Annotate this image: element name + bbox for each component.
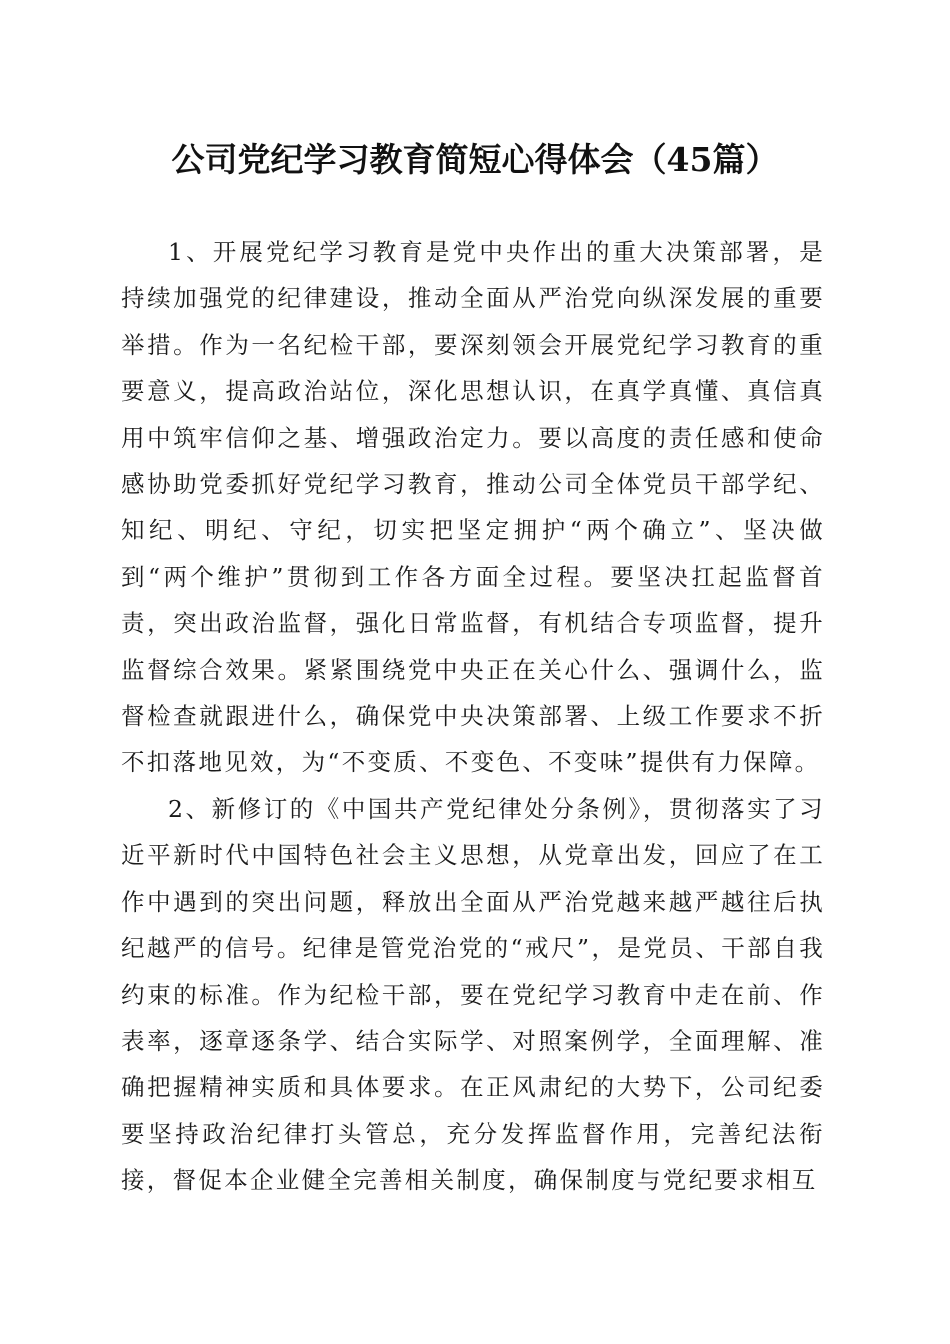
paragraph-2: 2、新修订的《中国共产党纪律处分条例》，贯彻落实了习近平新时代中国特色社会主义思想，从党章出发，回应了在工作中遇到的突出问题，释放出全面从严治党越来越严越往后执纪越严的信号。纪律是管党治党的“戒尺”，是党员、干部自我约束的标准。作为纪检干部，要在党纪学习教育中走在前、作表率，逐章逐条学、结合实际学、对照案例学，全面理解、准确把握精神实质和具体要求。在正风肃纪的大势下，公司纪委要坚持政治纪律打头管总，充分发挥监督作用，完善纪法衔接，督促本企业健全完善相关制度，确保制度与党纪要求相互 — [121, 794, 825, 1195]
document-title: 公司党纪学习教育简短心得体会（45篇） — [171, 140, 779, 179]
paragraph-1: 1、开展党纪学习教育是党中央作出的重大决策部署，是持续加强党的纪律建设，推动全面从严治党向纵深发展的重要举措。作为一名纪检干部，要深刻领会开展党纪学习教育的重要意义，提高政治站位，深化思想认识，在真学真懂、真信真用中筑牢信仰之基、增强政治定力。要以高度的责任感和使命感协助党委抓好党纪学习教育，推动公司全体党员干部学纪、知纪、明纪、守纪，切实把坚定拥护“两个确立”、坚决做到“两个维护”贯彻到工作各方面全过程。要坚决扛起监督首责，突出政治监督，强化日常监督，有机结合专项监督，提升监督综合效果。紧紧围绕党中央正在关心什么、强调什么，监督检查就跟进什么，确保党中央决策部署、上级工作要求不折不扣落地见效，为“不变质、不变色、不变味”提供有力保障。 — [121, 238, 825, 777]
document-body — [121, 229, 825, 1204]
